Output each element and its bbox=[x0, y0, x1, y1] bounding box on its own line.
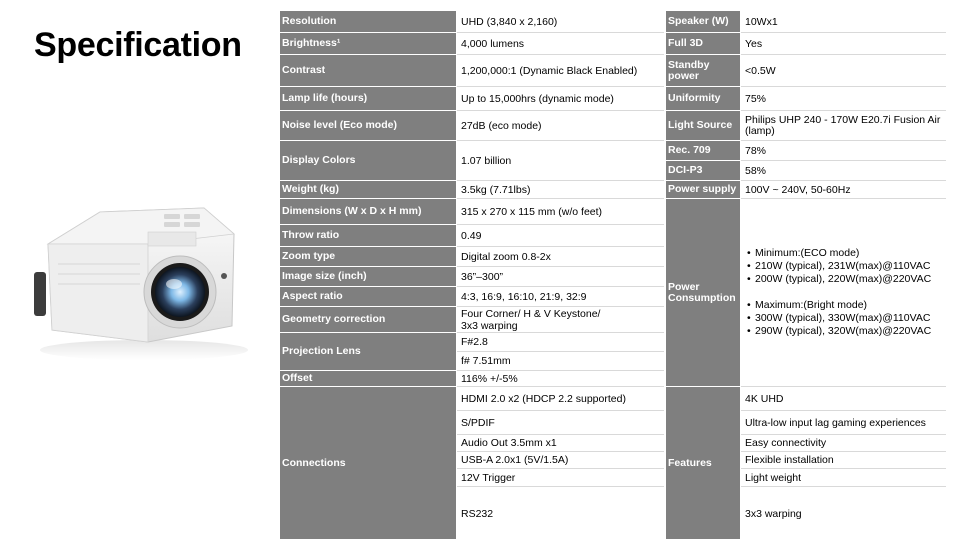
spec-label: Uniformity bbox=[666, 87, 740, 111]
spec-label: Noise level (Eco mode) bbox=[280, 111, 456, 141]
spec-label: Connections bbox=[280, 387, 456, 540]
spec-value: 3x3 warping bbox=[745, 507, 802, 520]
spec-row-standby-power bbox=[666, 55, 946, 87]
spec-row-contrast bbox=[280, 55, 664, 87]
spec-value: Audio Out 3.5mm x1 bbox=[457, 435, 664, 452]
spec-value: Light weight bbox=[741, 469, 946, 487]
spec-value: 4,000 lumens bbox=[457, 33, 664, 55]
spec-label: Rec. 709 bbox=[666, 141, 740, 161]
spec-label: DCI-P3 bbox=[666, 161, 740, 181]
spec-value: Easy connectivity bbox=[741, 435, 946, 452]
spec-row-aspect-ratio bbox=[280, 287, 664, 307]
spec-value: 12V Trigger bbox=[457, 469, 664, 487]
spec-row-dimensions bbox=[280, 199, 664, 225]
spec-label: Projection Lens bbox=[280, 333, 456, 371]
spec-row-lamp-life bbox=[280, 87, 664, 111]
spec-row-weight bbox=[280, 181, 664, 199]
spec-row-power-consumption bbox=[666, 199, 946, 387]
bullet-spacer bbox=[747, 286, 931, 299]
spec-value: Flexible installation bbox=[741, 452, 946, 469]
spec-row-connections bbox=[280, 387, 664, 540]
spec-label: Weight (kg) bbox=[280, 181, 456, 199]
spec-value: 27dB (eco mode) bbox=[457, 111, 664, 141]
bullet-item: • 210W (typical), 231W(max)@110VAC bbox=[747, 260, 931, 273]
spec-label: Power Consumption bbox=[666, 199, 740, 387]
spec-label: Full 3D bbox=[666, 33, 740, 55]
spec-value: 36”–300” bbox=[457, 267, 664, 287]
spec-value: USB-A 2.0x1 (5V/1.5A) bbox=[457, 452, 664, 469]
spec-row-resolution bbox=[280, 11, 664, 33]
spec-label: Brightness¹ bbox=[280, 33, 456, 55]
spec-label: Aspect ratio bbox=[280, 287, 456, 307]
spec-row-rec-709 bbox=[666, 141, 946, 161]
spec-value: 1.07 billion bbox=[457, 141, 664, 181]
spec-label: Image size (inch) bbox=[280, 267, 456, 287]
spec-value: 10Wx1 bbox=[741, 11, 946, 33]
spec-label: Power supply bbox=[666, 181, 740, 199]
spec-value: Yes bbox=[741, 33, 946, 55]
spec-row-light-source bbox=[666, 111, 946, 141]
spec-value: 78% bbox=[741, 141, 946, 161]
spec-label: Contrast bbox=[280, 55, 456, 87]
spec-label: Light Source bbox=[666, 111, 740, 141]
spec-label: Standby power bbox=[666, 55, 740, 87]
spec-label: Resolution bbox=[280, 11, 456, 33]
spec-row-full-3d bbox=[666, 33, 946, 55]
spec-row-brightness bbox=[280, 33, 664, 55]
spec-label: Dimensions (W x D x H mm) bbox=[280, 199, 456, 225]
spec-label: Throw ratio bbox=[280, 225, 456, 247]
spec-row-display-colors bbox=[280, 141, 664, 181]
spec-row-dci-p3 bbox=[666, 161, 946, 181]
spec-row-zoom-type bbox=[280, 247, 664, 267]
spec-value: Ultra-low input lag gaming experiences bbox=[741, 411, 946, 435]
spec-row-throw-ratio bbox=[280, 225, 664, 247]
spec-value bbox=[741, 199, 946, 387]
bullet-item: • 290W (typical), 320W(max)@220VAC bbox=[747, 325, 931, 338]
spec-row-features bbox=[666, 387, 946, 540]
bullet-item: • 300W (typical), 330W(max)@110VAC bbox=[747, 312, 931, 325]
spec-value: UHD (3,840 x 2,160) bbox=[457, 11, 664, 33]
spec-label: Speaker (W) bbox=[666, 11, 740, 33]
spec-row-offset bbox=[280, 371, 664, 387]
spec-value: 4K UHD bbox=[741, 387, 946, 411]
spec-value: 58% bbox=[741, 161, 946, 181]
spec-row-uniformity bbox=[666, 87, 946, 111]
spec-row-power-supply bbox=[666, 181, 946, 199]
spec-row-speaker bbox=[666, 11, 946, 33]
spec-row-image-size bbox=[280, 267, 664, 287]
spec-value: 4:3, 16:9, 16:10, 21:9, 32:9 bbox=[457, 287, 664, 307]
spec-row-projection-lens bbox=[280, 333, 664, 371]
spec-label: Geometry correction bbox=[280, 307, 456, 333]
spec-label: Display Colors bbox=[280, 141, 456, 181]
spec-value: <0.5W bbox=[741, 55, 946, 87]
spec-value: Digital zoom 0.8-2x bbox=[457, 247, 664, 267]
spec-value: 1,200,000:1 (Dynamic Black Enabled) bbox=[457, 55, 664, 87]
projector-image bbox=[28, 204, 260, 364]
bullet-item: • Minimum:(ECO mode) bbox=[747, 247, 931, 260]
page-title: Specification bbox=[34, 26, 242, 64]
spec-row-geometry-correction bbox=[280, 307, 664, 333]
spec-value: f# 7.51mm bbox=[457, 352, 664, 371]
spec-value: RS232 bbox=[461, 507, 494, 520]
spec-value: F#2.8 bbox=[457, 333, 664, 352]
spec-value: HDMI 2.0 x2 (HDCP 2.2 supported) bbox=[457, 387, 664, 411]
spec-value: S/PDIF bbox=[457, 411, 664, 435]
spec-value: 116% +/-5% bbox=[457, 371, 664, 387]
spec-value: 0.49 bbox=[457, 225, 664, 247]
spec-value: Philips UHP 240 - 170W E20.7i Fusion Air (lamp) bbox=[741, 111, 946, 141]
spec-value: 315 x 270 x 115 mm (w/o feet) bbox=[457, 199, 664, 225]
spec-value: Four Corner/ H & V Keystone/ 3x3 warping bbox=[457, 307, 664, 333]
bullet-item: • 200W (typical), 220W(max)@220VAC bbox=[747, 273, 931, 286]
spec-value: 3.5kg (7.71lbs) bbox=[457, 181, 664, 199]
spec-label: Lamp life (hours) bbox=[280, 87, 456, 111]
bullet-item: • Maximum:(Bright mode) bbox=[747, 299, 931, 312]
spec-label: Features bbox=[666, 387, 740, 540]
spec-row-noise-level bbox=[280, 111, 664, 141]
spec-value: 100V ~ 240V, 50-60Hz bbox=[741, 181, 946, 199]
spec-value: 75% bbox=[741, 87, 946, 111]
power-consumption-list bbox=[745, 247, 931, 338]
spec-label: Zoom type bbox=[280, 247, 456, 267]
spec-label: Offset bbox=[280, 371, 456, 387]
spec-value: Up to 15,000hrs (dynamic mode) bbox=[457, 87, 664, 111]
